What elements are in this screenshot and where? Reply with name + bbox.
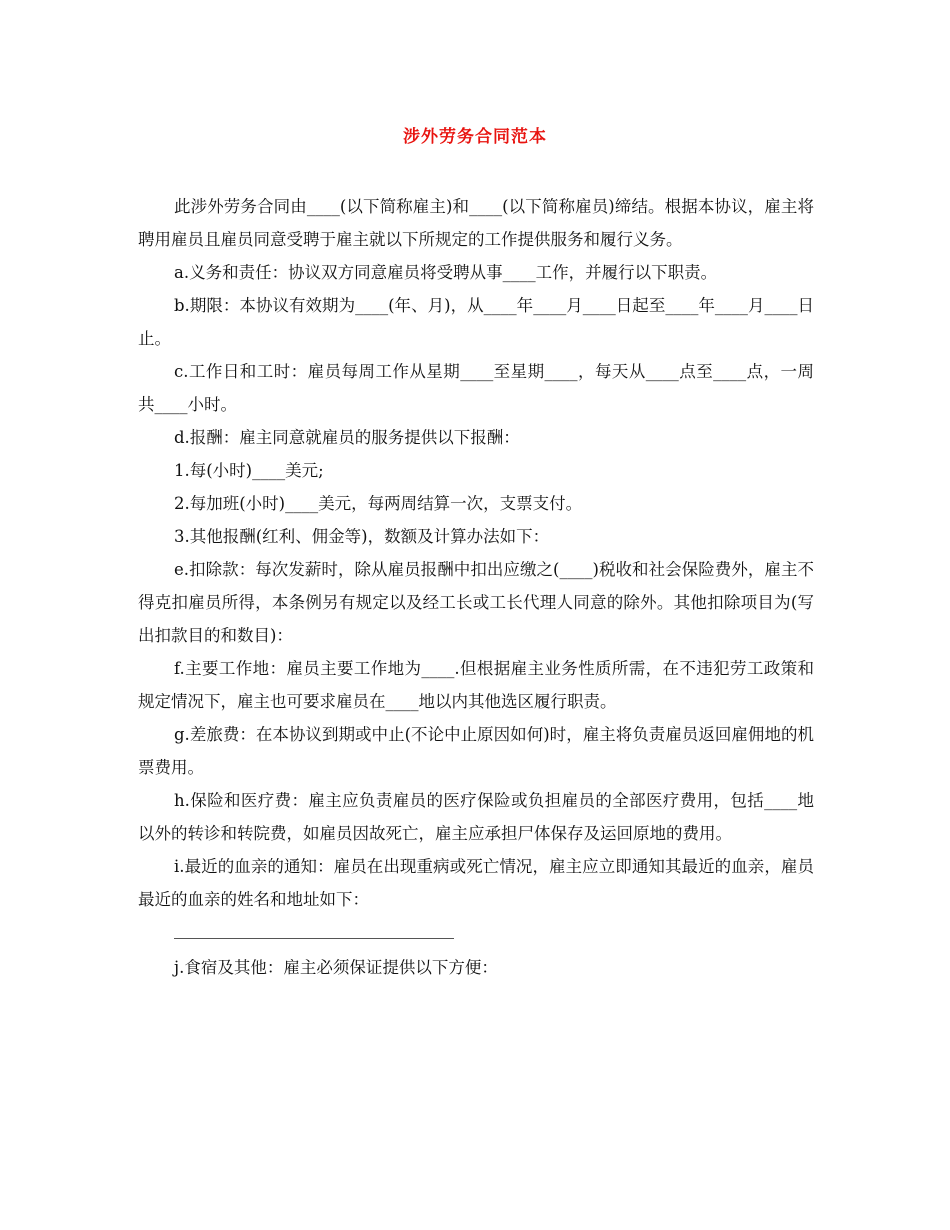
fill-in-line (174, 938, 454, 939)
paragraph-intro: 此涉外劳务合同由____(以下简称雇主)和____(以下简称雇员)缔结。根据本协议，雇主将聘用雇员且雇员同意受聘于雇主就以下所规定的工作提供服务和履行义务。 (138, 197, 814, 249)
paragraph-b-term: b.期限：本协议有效期为____(年、月)，从____年____月____日起至____年____月____日止。 (138, 296, 814, 348)
paragraph-a-duties: a.义务和责任：协议双方同意雇员将受聘从事____工作，并履行以下职责。 (174, 263, 718, 282)
paragraph-d-pay: d.报酬：雇主同意就雇员的服务提供以下报酬： (174, 428, 520, 447)
paragraph-h-insurance: h.保险和医疗费：雇主应负责雇员的医疗保险或负担雇员的全部医疗费用，包括____地以外的转诊和转院费，如雇员因故死亡，雇主应承担尸体保存及运回原地的费用。 (138, 791, 814, 843)
paragraph-d2-overtime: 2.每加班(小时)____美元，每两周结算一次，支票支付。 (174, 494, 583, 513)
paragraph-c-hours: c.工作日和工时：雇员每周工作从星期____至星期____，每天从____点至____点，一周共____小时。 (138, 362, 814, 414)
paragraph-j-board: j.食宿及其他：雇主必须保证提供以下方便： (174, 958, 498, 977)
paragraph-f-workplace: f.主要工作地：雇员主要工作地为____.但根据雇主业务性质所需，在不违犯劳工政策和规定情况下，雇主也可要求雇员在____地以内其他选区履行职责。 (138, 659, 814, 711)
paragraph-e-deductions: e.扣除款：每次发薪时，除从雇员报酬中扣出应缴之(____)税收和社会保险费外，雇主不得克扣雇员所得，本条例另有规定以及经工长或工长代理人同意的除外。其他扣除项目为(写出扣款目的和数目)： (138, 560, 814, 645)
document-body (138, 190, 814, 984)
paragraph-i-next-of-kin: i.最近的血亲的通知：雇员在出现重病或死亡情况，雇主应立即通知其最近的血亲，雇员最近的血亲的姓名和地址如下： (138, 857, 814, 909)
paragraph-d3-other: 3.其他报酬(红利、佣金等)，数额及计算办法如下： (174, 527, 550, 546)
document-title: 涉外劳务合同范本 (403, 127, 547, 147)
paragraph-d1-hourly: 1.每(小时)____美元; (174, 461, 324, 480)
paragraph-g-travel: g.差旅费：在本协议到期或中止(不论中止原因如何)时，雇主将负责雇员返回雇佣地的机票费用。 (138, 725, 814, 777)
